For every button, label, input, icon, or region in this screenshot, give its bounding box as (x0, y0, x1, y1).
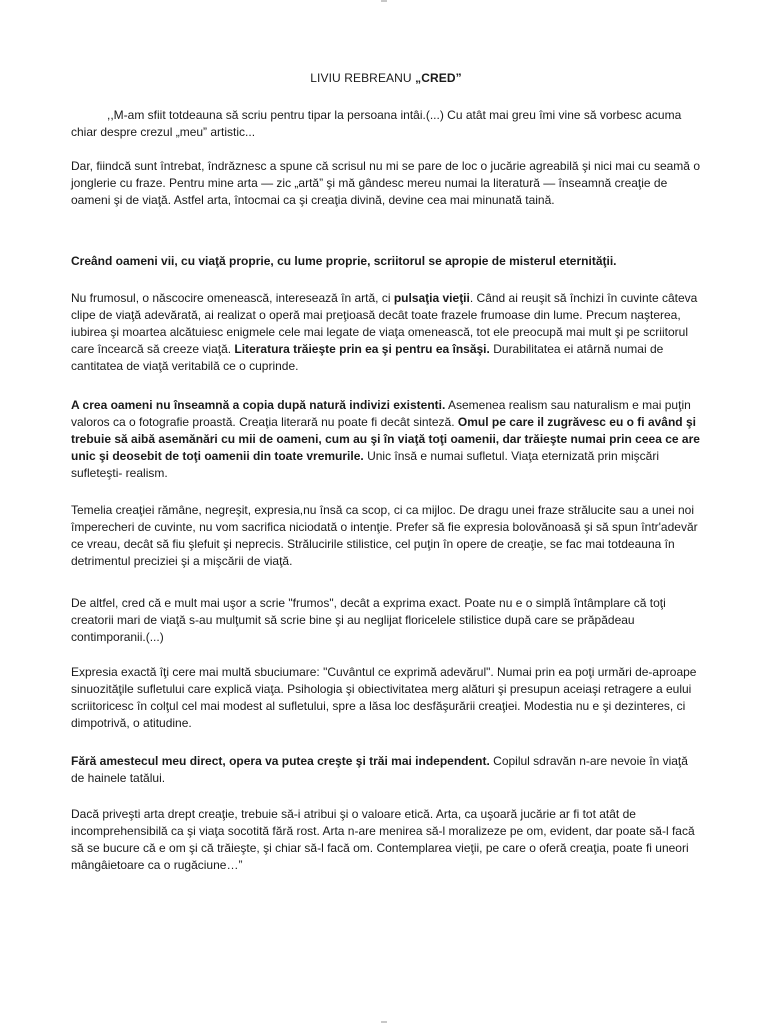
paragraph-3 (71, 253, 701, 270)
bold-text-run: Fără amestecul meu direct, opera va putea creşte şi trăi mai independent. (71, 754, 490, 768)
paragraph-1 (71, 107, 701, 141)
text-run: Asemenea realism sau naturalism e mai puţin valoros ca o fotografie proastă. Creaţia literară nu poate fi decât sinteză. (71, 398, 691, 429)
paragraph-10 (71, 806, 701, 874)
text-run: Dar, fiindcă sunt întrebat, îndrăznesc a spune că scrisul nu mi se pare de loc o jucărie agreabilă şi nici mai cu seamă o jonglerie cu fraze. Pentru mine arta — zic „artă” şi mă gândesc mereu numai la literatură — înseamnă creaţie de oameni şi de viaţă. Astfel arta, întocmai ca şi creaţia divină, devine cea mai minunată taină. (71, 159, 700, 207)
document-page (71, 0, 701, 1024)
title-work: „CRED” (415, 71, 462, 85)
paragraph-9 (71, 753, 701, 787)
text-run: Expresia exactă îţi cere mai multă sbuciumare: "Cuvântul ce exprimă adevărul". Numai prin ea poţi urmări de-aproape sinuozităţile sufletului care explică viaţa. Psihologia şi obiectivitatea merg alături şi presupun aceiaşi retragere a eului scriitoricesc în colţul cel mai modest al sufletului, spre a lăsa loc desfăşurării creaţiei. Modestia nu e şi dezinteres, ci dimpotrivă, o atitudine. (71, 665, 697, 730)
paragraph-4 (71, 290, 701, 375)
page-edge-mark-bottom (381, 1021, 387, 1023)
title-author: LIVIU REBREANU (310, 71, 416, 85)
text-run: Copilul sdravăn n-are nevoie în viaţă de hainele tatălui. (71, 754, 688, 785)
text-run: Nu frumosul, o născocire omenească, interesează în artă, ci (71, 291, 394, 305)
paragraph-5 (71, 397, 701, 482)
paragraph-7 (71, 595, 701, 646)
bold-text-run: Creând oameni vii, cu viaţă proprie, cu lume proprie, scriitorul se apropie de misterul eternităţii. (71, 254, 617, 268)
text-run: Unic însă e numai sufletul. Viaţa eternizată prin mişcări sufleteşti- realism. (71, 449, 659, 480)
bold-text-run: A crea oameni nu înseamnă a copia după natură indivizi existenti. (71, 398, 446, 412)
text-run: ,,M-am sfiit totdeauna să scriu pentru tipar la persoana intâi.(...) Cu atât mai greu îmi vine să vorbesc acuma chiar despre crezul „meu” artistic... (71, 108, 682, 139)
bold-text-run: Literatura trăieşte prin ea şi pentru ea însăşi. (234, 342, 490, 356)
text-run: Durabilitatea ei atârnă numai de cantitatea de viaţă veritabilă ce o cuprinde. (71, 342, 664, 373)
paragraph-8 (71, 664, 701, 732)
text-run: . Când ai reuşit să închizi în cuvinte câteva clipe de viaţă adevărată, ai realizat o operă mai preţioasă decât toate frazele frumoase din lume. Precum naşterea, iubirea şi moartea alcătuiesc enigmele cele mai legate de viaţa omenească, tot ele preocupă mai mult şi pe scriitorul care încearcă să creeze viaţă. (71, 291, 698, 356)
text-run: Dacă priveşti arta drept creaţie, trebuie să-i atribui şi o valoare etică. Arta, ca uşoară jucărie ar fi tot atât de incomprehensibilă ca şi viaţa socotită fără rost. Arta n-are menirea să-l moralizeze pe om, evident, dar poate să-l facă să se bucure că e om şi că trăieşte, şi chiar să-l facă om. Contemplarea vieţii, pe care o oferă creaţia, poate fi uneori mângâietoare ca o rugăciune…” (71, 807, 695, 872)
bold-text-run: pulsaţia vieţii (393, 291, 470, 305)
text-run: Temelia creaţiei rămâne, negreşit, expresia,nu însă ca scop, ci ca mijloc. De dragu unei fraze strălucite sau a unei noi împerecheri de cuvinte, nu vom sacrifica niciodată o intenţie. Prefer să fie expresia bolovănoasă şi să spun într'adevăr ce vreau, decât să fiu şlefuit şi neprecis. Strălucirile stilistice, cel puţin în opere de creaţie, se fac mai totdeauna în detrimentul preciziei şi a mişcării de viaţă. (71, 503, 698, 568)
paragraph-6 (71, 502, 701, 570)
paragraph-2 (71, 158, 701, 209)
bold-text-run: Omul pe care il zugrăvesc eu o fi având şi trebuie să aibă asemănări cu mii de oameni, cum au şi în viaţă toţi oamenii, dar trăieşte numai prin ceea ce are unic şi deosebit de toţi oamenii din toate vremurile. (71, 415, 700, 463)
document-title (71, 70, 701, 87)
page-edge-mark (381, 0, 387, 2)
text-run: De altfel, cred că e mult mai uşor a scrie "frumos", decât a exprima exact. Poate nu e o simplă întâmplare că toţi creatorii mari de viaţă s-au mulţumit să scrie bine şi au neglijat floricelele stilistice după care se prăpădeau contimporanii.(...) (71, 596, 666, 644)
